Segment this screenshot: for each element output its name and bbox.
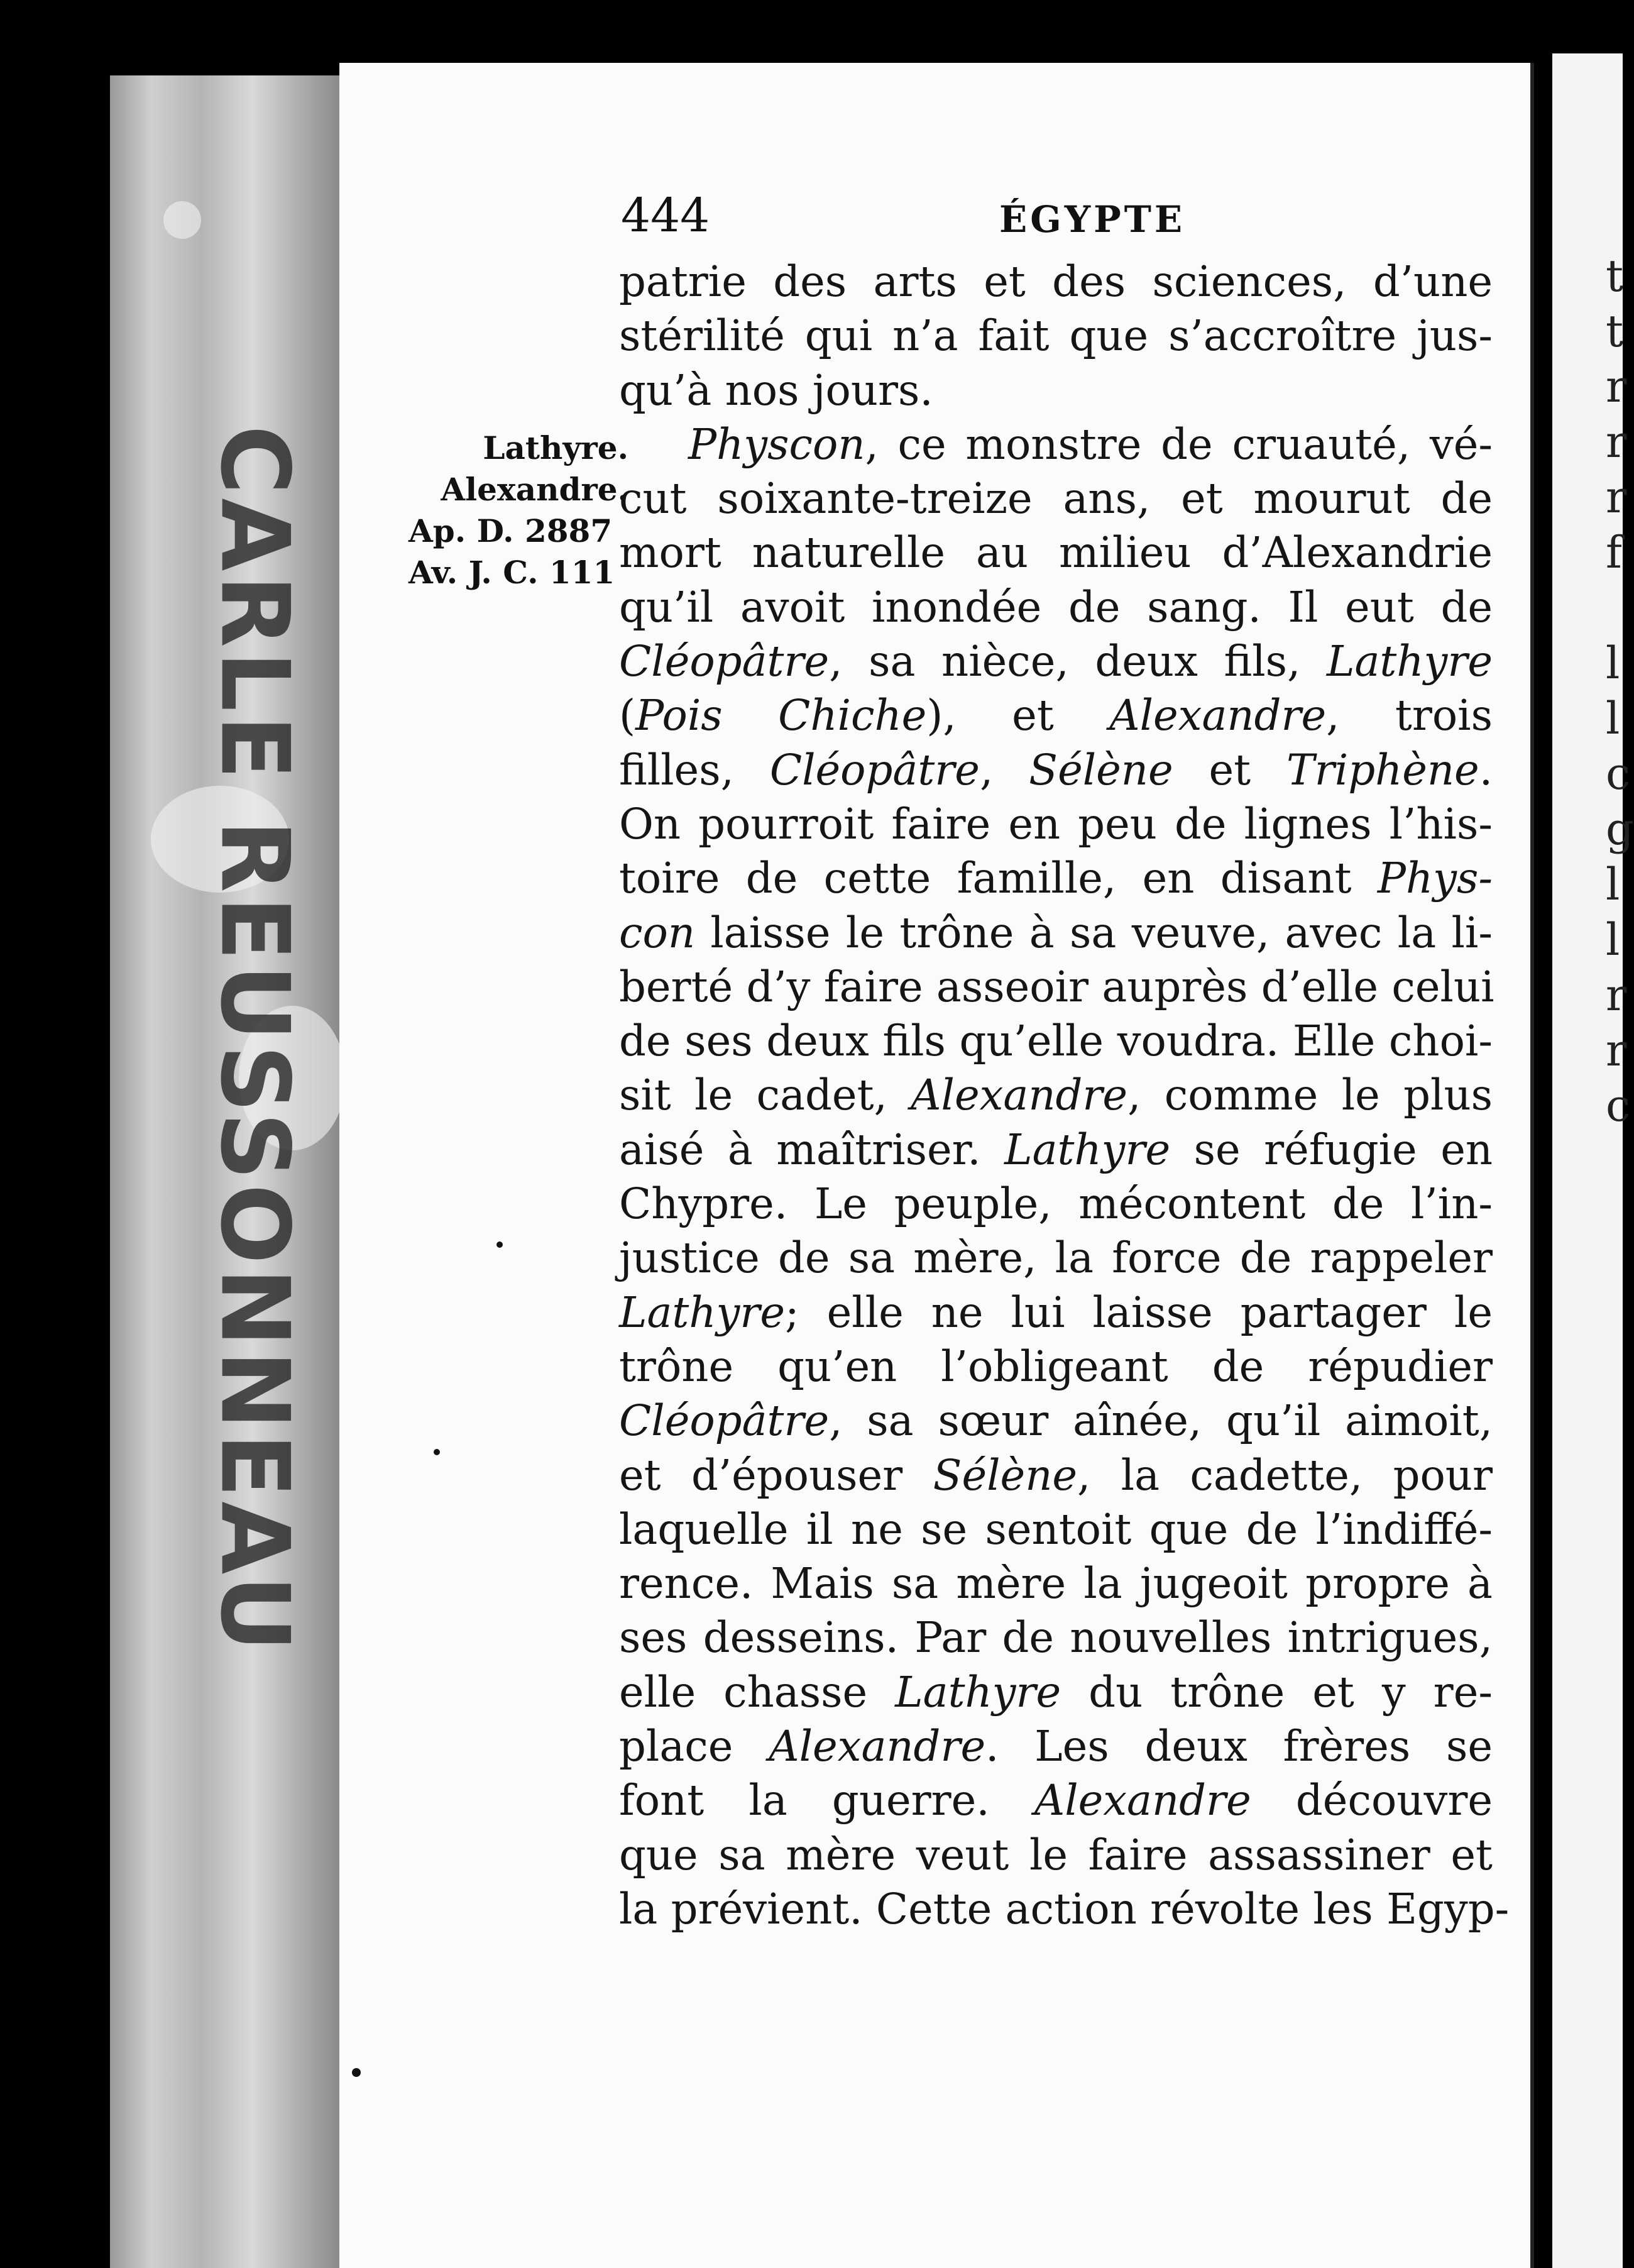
text-line: Cléopâtre, sa nièce, deux fils, Lathyre bbox=[619, 637, 1493, 686]
page-number: 444 bbox=[621, 189, 710, 243]
margin-note-date: Ap. D. 2887 bbox=[409, 512, 613, 549]
margin-notes bbox=[396, 427, 628, 593]
running-title: ÉGYPTE bbox=[999, 198, 1186, 241]
text-line: ses desseins. Par de nouvelles intrigues, bbox=[619, 1613, 1493, 1663]
text-line: Lathyre; elle ne lui laisse partager le bbox=[619, 1287, 1493, 1337]
text-line: con laisse le trône à sa veuve, avec la li- bbox=[619, 908, 1493, 957]
text-line: mort naturelle au milieu d’Alexandrie bbox=[619, 528, 1493, 578]
stray-mark bbox=[496, 1241, 503, 1248]
text-line: Cléopâtre, sa sœur aînée, qu’il aimoit, bbox=[619, 1396, 1493, 1446]
text-line: rence. Mais sa mère la jugeoit propre à bbox=[619, 1559, 1493, 1609]
margin-note-date: Av. J. C. 111 bbox=[409, 554, 615, 591]
text-line: filles, Cléopâtre, Sélène et Triphène. bbox=[619, 745, 1493, 795]
text-line: cut soixante-treize ans, et mourut de bbox=[619, 474, 1493, 524]
text-line: justice de sa mère, la force de rappeler bbox=[619, 1233, 1493, 1283]
text-line: (Pois Chiche), et Alexandre, trois bbox=[619, 691, 1493, 740]
spine-smudge bbox=[163, 201, 201, 239]
facing-page-text: t t r r r f l l c g l l r r c bbox=[1606, 250, 1634, 1131]
text-line: trône qu’en l’obligeant de répudier bbox=[619, 1341, 1493, 1391]
text-line: patrie des arts et des sciences, d’une bbox=[619, 257, 1493, 306]
text-line: place Alexandre. Les deux frères se bbox=[619, 1722, 1493, 1771]
text-line: On pourroit faire en peu de lignes l’his- bbox=[619, 799, 1493, 849]
text-line: que sa mère veut le faire assassiner et bbox=[619, 1830, 1493, 1880]
stray-mark bbox=[434, 1449, 440, 1455]
text-line: berté d’y faire asseoir auprès d’elle celui bbox=[619, 962, 1494, 1011]
margin-note-name: Lathyre. bbox=[483, 429, 628, 466]
text-line: Physcon, ce monstre de cruauté, vé- bbox=[688, 419, 1493, 469]
text-line: Chypre. Le peuple, mécontent de l’in- bbox=[619, 1179, 1493, 1229]
text-line: sit le cadet, Alexandre, comme le plus bbox=[619, 1071, 1493, 1120]
body-text bbox=[619, 255, 1510, 1936]
text-line: stérilité qui n’a fait que s’accroître jus- bbox=[619, 311, 1493, 361]
text-line: aisé à maîtriser. Lathyre se réfugie en bbox=[619, 1125, 1493, 1174]
stray-mark bbox=[352, 2068, 361, 2077]
spine-library-stamp: CARLE REUSSONNEAU bbox=[200, 425, 309, 1656]
text-line: laquelle il ne se sentoit que de l’indiffé- bbox=[619, 1504, 1493, 1554]
text-line: font la guerre. Alexandre découvre bbox=[619, 1776, 1493, 1825]
text-line: qu’il avoit inondée de sang. Il eut de bbox=[619, 582, 1493, 632]
margin-note-name: Alexandre. bbox=[441, 471, 628, 508]
text-line: et d’épouser Sélène, la cadette, pour bbox=[619, 1450, 1493, 1500]
text-line: qu’à nos jours. bbox=[619, 365, 933, 415]
text-line: de ses deux fils qu’elle voudra. Elle choi- bbox=[619, 1016, 1493, 1066]
text-line: toire de cette famille, en disant Phys- bbox=[619, 854, 1493, 903]
text-line: elle chasse Lathyre du trône et y re- bbox=[619, 1667, 1493, 1717]
text-line: la prévient. Cette action révolte les Egyp- bbox=[619, 1884, 1510, 1934]
